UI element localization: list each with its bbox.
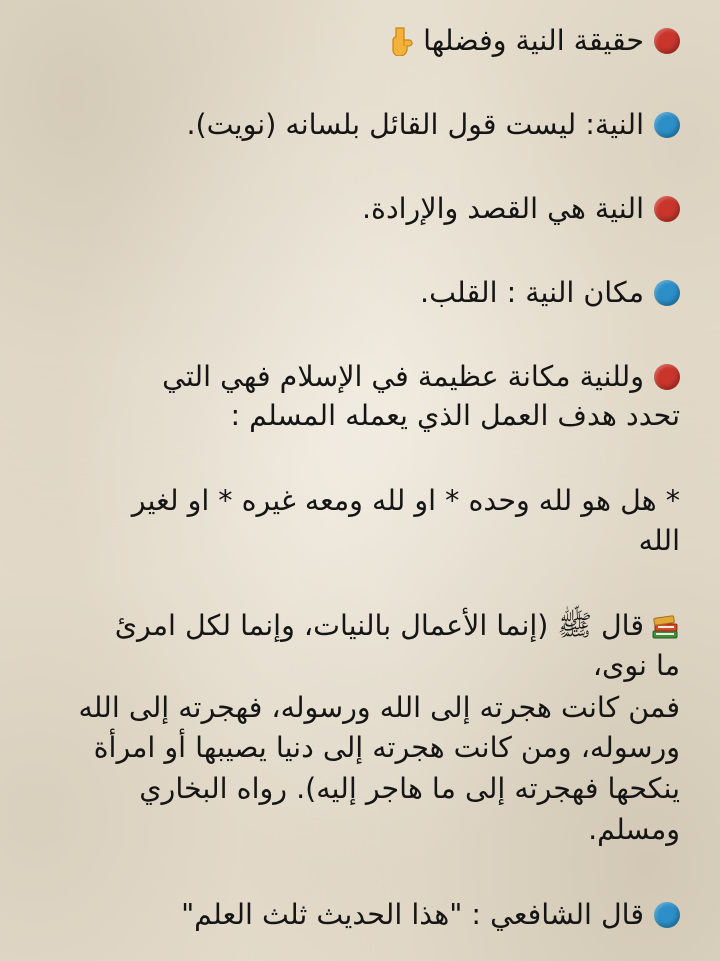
item-text: قال الشافعي : "هذا الحديث ثلث العلم" [181, 898, 644, 931]
item-niyya-place [34, 274, 680, 312]
item-niyya-status-line2: تحدد هدف العمل الذي يعمله المسلم : [230, 399, 680, 432]
item-text: النية: ليست قول القائل بلسانه (نويت). [186, 108, 644, 141]
item-niyya-status-line1 [34, 358, 680, 396]
item-text: حقيقة النية وفضلها [423, 24, 644, 57]
item-text: مكان النية : القلب. [420, 276, 644, 309]
item-haqiqat-al-niyya [34, 22, 680, 60]
item-niyya-question-line1: * هل هو لله وحده * او لله ومعه غيره * او لغير [131, 484, 680, 517]
blue-circle-icon [654, 280, 680, 306]
item-text: النية هي القصد والإرادة. [361, 192, 644, 225]
hadith-line4: ورسوله، ومن كانت هجرته إلى دنيا يصيبها أو امرأة [93, 731, 680, 764]
item-niyya-not-speech [34, 106, 680, 144]
hadith-line2: ما نوى، [592, 649, 680, 682]
books-icon [650, 611, 680, 641]
red-circle-icon [654, 28, 680, 54]
item-niyya-question-line2: الله [638, 524, 680, 557]
red-circle-icon [654, 364, 680, 390]
hadith-line3: فمن كانت هجرته إلى الله ورسوله، فهجرته إلى الله [78, 691, 680, 724]
hadith-line6: ومسلم. [588, 813, 680, 846]
pointing-down-hand-icon [389, 26, 413, 56]
blue-circle-icon [654, 902, 680, 928]
item-text: وللنية مكانة عظيمة في الإسلام فهي التي [162, 360, 644, 393]
item-shafii-quote [34, 896, 680, 934]
hadith-line5: ينكحها فهجرته إلى ما هاجر إليه). رواه البخاري [139, 772, 680, 805]
item-niyya-intention [34, 190, 680, 228]
red-circle-icon [654, 196, 680, 222]
hadith-line1 [34, 607, 680, 645]
hadith-text: قال ﷺ (إنما الأعمال بالنيات، وإنما لكل امرئ [114, 609, 644, 642]
blue-circle-icon [654, 112, 680, 138]
